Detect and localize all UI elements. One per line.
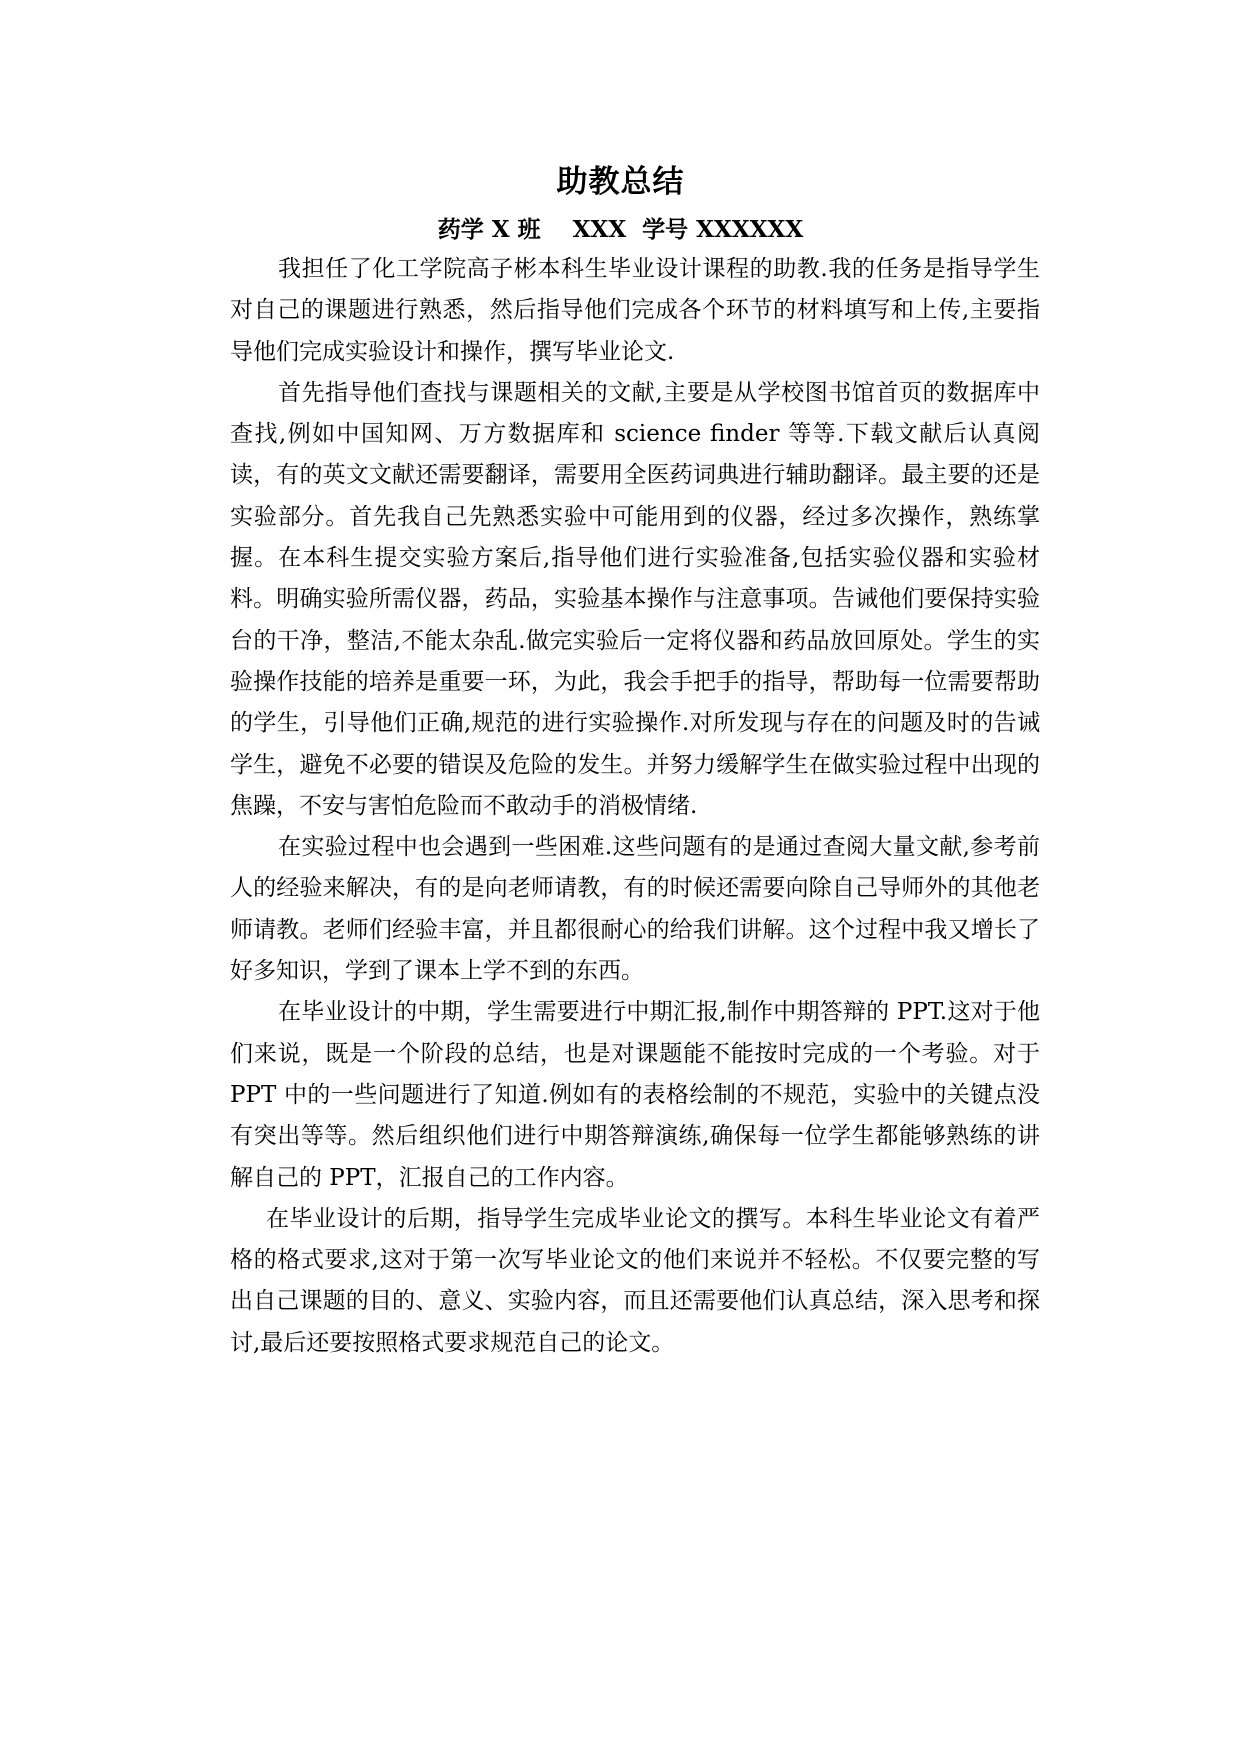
paragraph-2: 首先指导他们查找与课题相关的文献,主要是从学校图书馆首页的数据库中查找,例如中国知网、万方数据库和 science finder 等等.下载文献后认真阅读，有的英文文献还需要翻译，需要用全医药词典进行辅助翻译。最主要的还是实验部分。首先我自己先熟悉实验中可能用到的仪器，经过多次操作，熟练掌握。在本科生提交实验方案后,指导他们进行实验准备,包括实验仪器和实验材料。明确实验所需仪器，药品，实验基本操作与注意事项。告诫他们要保持实验台的干净，整洁,不能太杂乱.做完实验后一定将仪器和药品放回原处。学生的实验操作技能的培养是重要一环，为此，我会手把手的指导，帮助每一位需要帮助的学生，引导他们正确,规范的进行实验操作.对所发现与存在的问题及时的告诫学生，避免不必要的错误及危险的发生。并努力缓解学生在做实验过程中出现的焦躁，不安与害怕危险而不敢动手的消极情绪. [230, 379, 1040, 819]
paragraph-4: 在毕业设计的中期，学生需要进行中期汇报,制作中期答辩的 PPT.这对于他们来说，既是一个阶段的总结，也是对课题能不能按时完成的一个考验。对于 PPT 中的一些问题进行了知道.例如有的表格绘制的不规范，实验中的关键点没有突出等等。然后组织他们进行中期答辩演练,确保每一位学生都能够熟练的讲解自己的 PPT，汇报自己的工作内容。 [230, 999, 1040, 1191]
paragraph-3: 在实验过程中也会遇到一些困难.这些问题有的是通过查阅大量文献,参考前人的经验来解决，有的是向老师请教，有的时候还需要向除自己导师外的其他老师请教。老师们经验丰富，并且都很耐心的给我们讲解。这个过程中我又增长了好多知识，学到了课本上学不到的东西。 [230, 834, 1040, 985]
document-body [230, 249, 1040, 1364]
paragraph-5: 在毕业设计的后期，指导学生完成毕业论文的撰写。本科生毕业论文有着严格的格式要求,这对于第一次写毕业论文的他们来说并不轻松。不仅要完整的写出自己课题的目的、意义、实验内容，而且还需要他们认真总结，深入思考和探讨,最后还要按照格式要求规范自己的论文。 [230, 1205, 1040, 1356]
author-line: 药学 X 班 XXX 学号 XXXXXX [437, 216, 804, 243]
paragraph-1: 我担任了化工学院高子彬本科生毕业设计课程的助教.我的任务是指导学生对自己的课题进行熟悉，然后指导他们完成各个环节的材料填写和上传,主要指导他们完成实验设计和操作，撰写毕业论文. [230, 256, 1040, 365]
document-title: 助教总结 [556, 164, 685, 200]
